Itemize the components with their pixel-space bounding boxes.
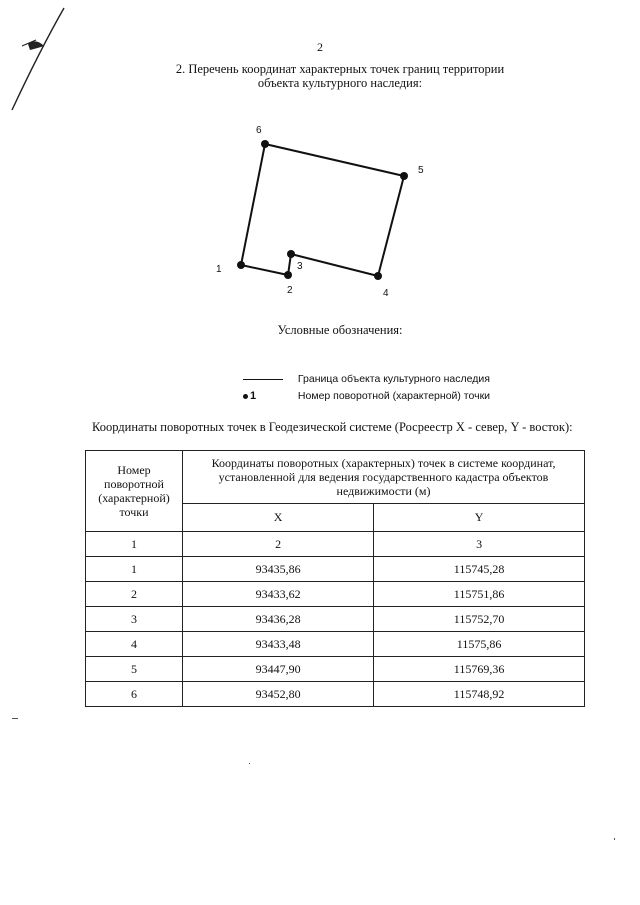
header-point-line: Номер	[117, 463, 151, 477]
heading-line-1: 2. Перечень координат характерных точек границ территории	[175, 62, 505, 76]
section-heading	[60, 62, 620, 90]
point-marker-5	[400, 172, 408, 180]
point-label-2: 2	[287, 285, 293, 296]
point-cell: 5	[86, 657, 183, 682]
point-label-5: 5	[418, 165, 424, 176]
legend-point-row	[243, 390, 490, 402]
y-cell: 115752,70	[374, 607, 585, 632]
point-marker-4	[374, 272, 382, 280]
point-symbol-number: 1	[250, 390, 257, 402]
coordinates-table	[85, 450, 585, 707]
x-cell: 93452,80	[183, 682, 374, 707]
x-cell: 93447,90	[183, 657, 374, 682]
header-point-line: (характерной)	[98, 491, 170, 505]
header-point-number	[86, 451, 183, 532]
point-cell: 1	[86, 557, 183, 582]
coordinates-caption: Координаты поворотных точек в Геодезической системе (Росреестр X - север, Y - восток):	[92, 420, 573, 434]
heading-line-2: объекта культурного наследия:	[257, 76, 423, 90]
y-cell: 115751,86	[374, 582, 585, 607]
x-cell: 93435,86	[183, 557, 374, 582]
point-label-1: 1	[216, 264, 222, 275]
signature-mark	[0, 0, 80, 120]
table-row	[86, 632, 585, 657]
point-marker-2	[284, 271, 292, 279]
point-marker-1	[237, 261, 245, 269]
header-x: X	[183, 504, 374, 532]
legend-point-label: Номер поворотной (характерной) точки	[297, 390, 491, 402]
point-label-4: 4	[383, 288, 389, 299]
header-point-line: поворотной	[104, 477, 164, 491]
header-coords-line: Координаты поворотных (характерных) точек в системе координат,	[211, 456, 556, 470]
table-row	[86, 557, 585, 582]
legend-boundary-row	[243, 373, 490, 385]
boundary-polygon	[241, 144, 404, 276]
column-number: 2	[183, 532, 374, 557]
x-cell: 93436,28	[183, 607, 374, 632]
table-row	[86, 682, 585, 707]
header-point-line: точки	[119, 505, 149, 519]
header-y: Y	[374, 504, 585, 532]
legend-title: Условные обозначения:	[277, 323, 403, 337]
x-cell: 93433,48	[183, 632, 374, 657]
point-symbol	[243, 390, 283, 402]
point-cell: 6	[86, 682, 183, 707]
header-coords-line: установленной для ведения государственного кадастра объектов	[218, 470, 549, 484]
scan-speck	[614, 838, 615, 840]
column-number-row	[86, 532, 585, 557]
point-cell: 4	[86, 632, 183, 657]
header-coords-line: недвижимости (м)	[336, 484, 431, 498]
scan-speck	[12, 718, 18, 719]
point-marker-3	[287, 250, 295, 258]
table-row	[86, 607, 585, 632]
boundary-line-symbol	[243, 379, 283, 380]
point-marker-6	[261, 140, 269, 148]
scan-speck	[249, 763, 250, 764]
point-dot-icon	[243, 394, 248, 399]
point-label-6: 6	[256, 125, 262, 136]
column-number: 3	[374, 532, 585, 557]
page-number: 2	[317, 40, 323, 54]
table-row	[86, 657, 585, 682]
point-cell: 3	[86, 607, 183, 632]
y-cell: 11575,86	[374, 632, 585, 657]
column-number: 1	[86, 532, 183, 557]
y-cell: 115745,28	[374, 557, 585, 582]
header-coordinates	[183, 451, 585, 504]
legend-boundary-label: Граница объекта культурного наследия	[297, 373, 490, 385]
y-cell: 115748,92	[374, 682, 585, 707]
y-cell: 115769,36	[374, 657, 585, 682]
boundary-plan	[200, 118, 440, 303]
point-label-3: 3	[297, 261, 303, 272]
x-cell: 93433,62	[183, 582, 374, 607]
point-cell: 2	[86, 582, 183, 607]
table-row	[86, 582, 585, 607]
